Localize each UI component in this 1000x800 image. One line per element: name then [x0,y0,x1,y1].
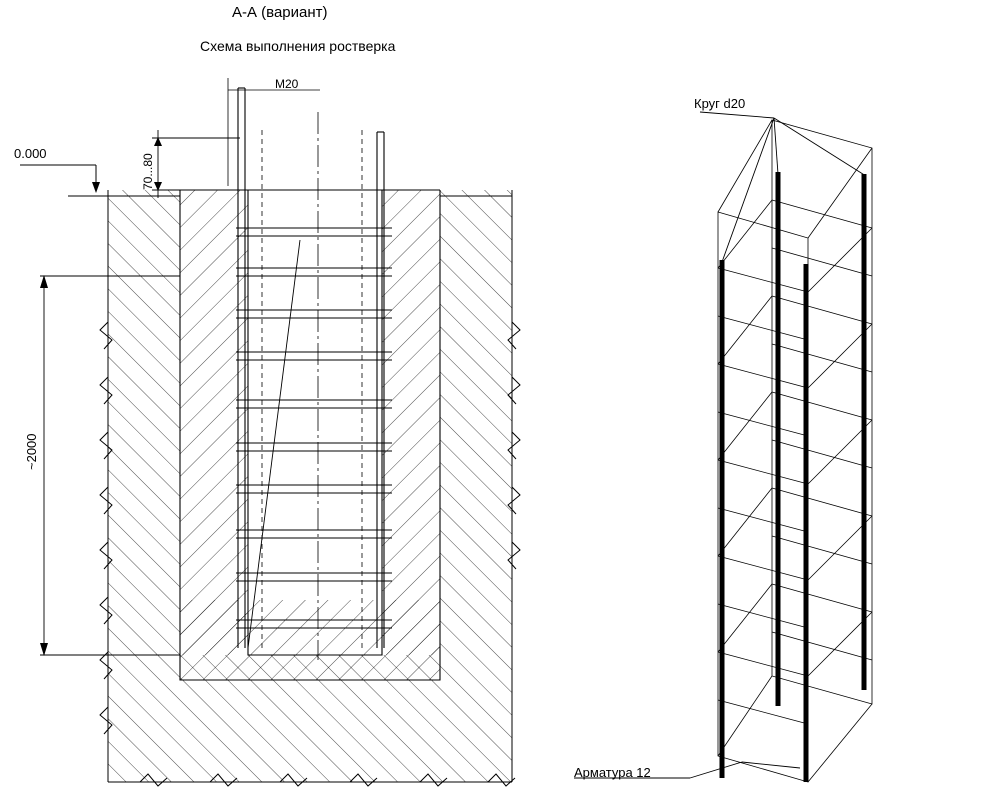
page-title: А-А (вариант) [232,4,328,21]
label-rebar-mesh: Арматура 12 [574,765,651,780]
label-anchor-bolt: M20 [275,77,299,91]
rebar-cage-mesh [718,120,872,782]
subtitle: Схема выполнения ростверка [200,38,396,54]
level-mark-leader [20,165,100,193]
label-projection-height: 70...80 [141,153,155,190]
label-depth: ~2000 [24,433,39,470]
label-rebar-round: Круг d20 [694,96,746,111]
leader-rebar-round [700,112,866,262]
dimension-projection [152,130,240,198]
rebar-vertical-bold [722,172,864,782]
label-level-mark: 0.000 [14,146,47,161]
